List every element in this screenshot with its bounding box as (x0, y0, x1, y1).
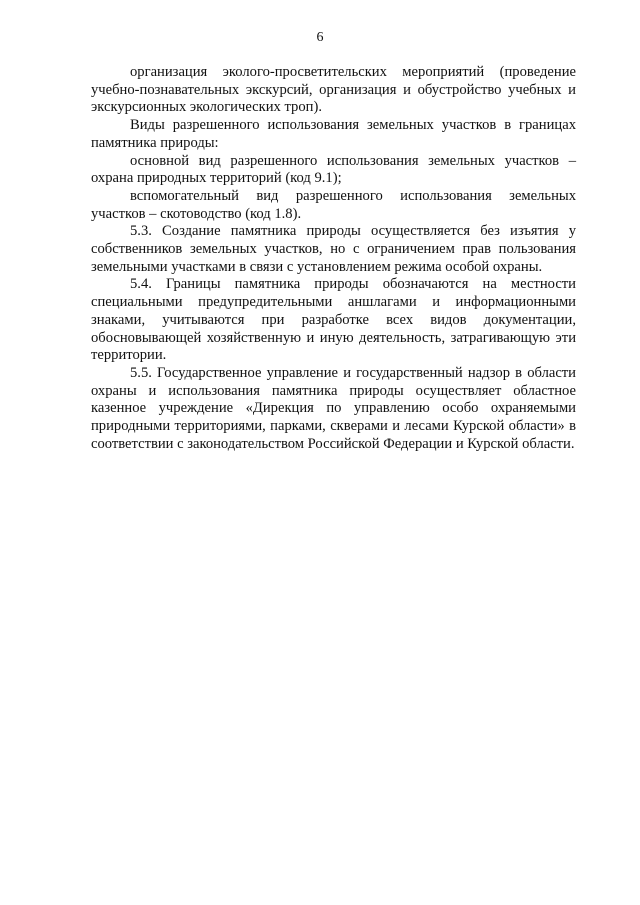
page-number: 6 (316, 30, 324, 45)
paragraph-5-5: 5.5. Государственное управление и государственный надзор в области охраны и использования памятника природы осуществляет областное казенное учреждение «Дирекция по управлению особо охраняемыми природными территориями, парками, скверами и лесами Курской области» в соответствии с законодательством Российской Федерации и Курской области. (91, 364, 576, 452)
paragraph-auxiliary-use: вспомогательный вид разрешенного использования земельных участков – скотоводство (код 1.8). (91, 187, 576, 222)
paragraph-5-4: 5.4. Границы памятника природы обозначаются на местности специальными предупредительными аншлагами и информационными знаками, учитываются при разработке всех видов документации, обосновывающей хозяйственную и иную деятельность, затрагивающую эти территории. (91, 276, 576, 364)
paragraph-5-3: 5.3. Создание памятника природы осуществляется без изъятия у собственников земельных участков, но с ограничением прав пользования земельными участками в связи с установлением режима особой охраны. (91, 223, 576, 275)
paragraph-main-use: основной вид разрешенного использования земельных участков – охрана природных территорий (код 9.1); (91, 152, 576, 187)
paragraph-permitted-use-heading: Виды разрешенного использования земельных участков в границах памятника природы: (91, 117, 576, 151)
paragraph-eco-events: организация эколого-просветительских мероприятий (проведение учебно-познавательных экскурсий, организация и обустройство учебных и экскурсионных экологических троп). (91, 64, 576, 116)
document-body (91, 64, 576, 453)
